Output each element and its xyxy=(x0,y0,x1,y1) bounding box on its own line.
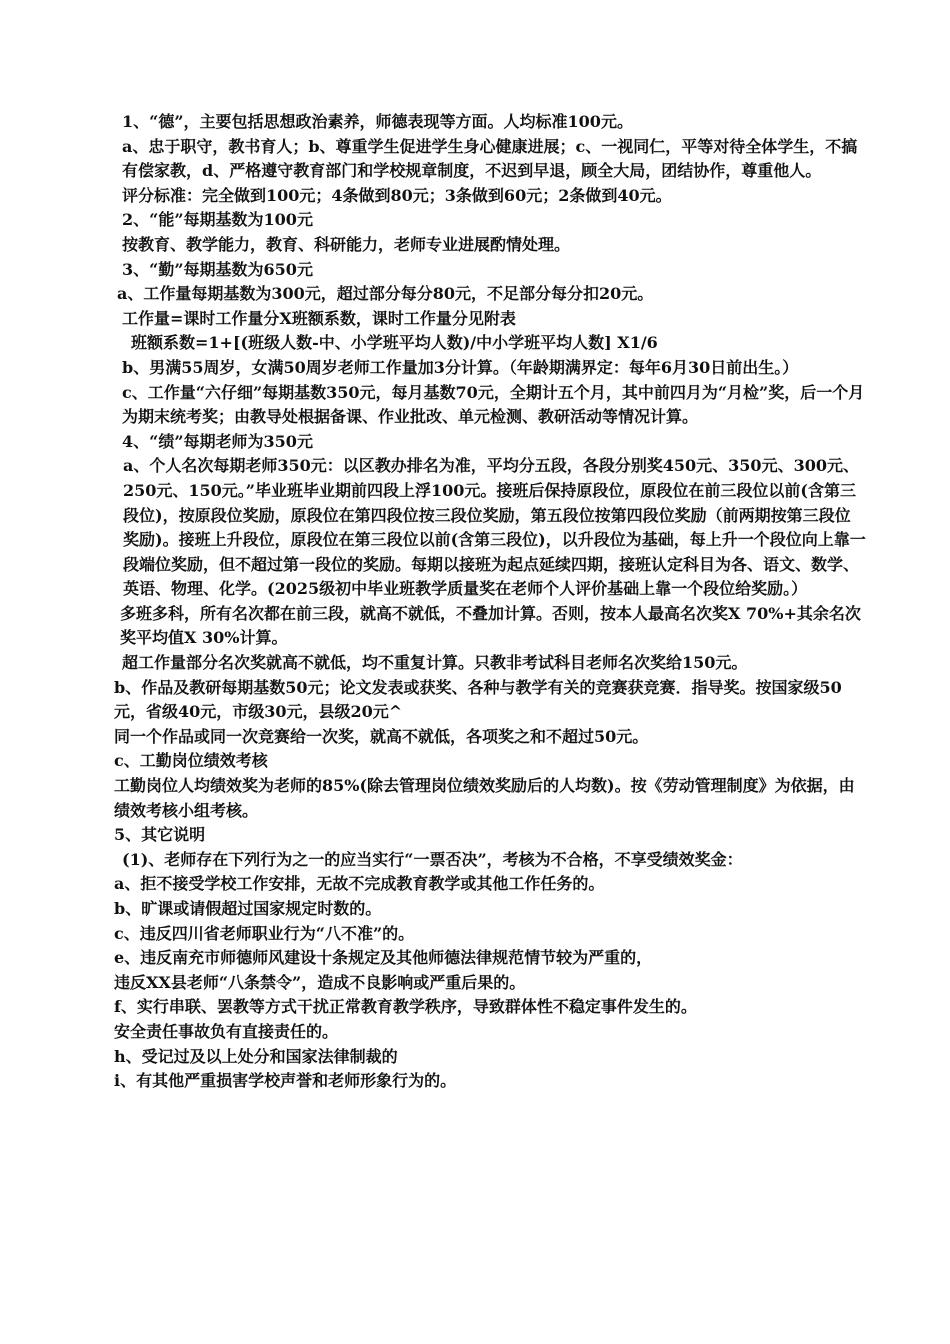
paragraph-veto-e-cont: 违反XX县老师“八条禁令”，造成不良影响或严重后果的。 xyxy=(114,972,526,992)
paragraph-logistics-body: 工勤岗位人均绩效奖为老师的85%(除去管理岗位绩效奖励后的人均数)。按《劳动管理制度》为依据，由绩效考核小组考核。 xyxy=(114,776,855,820)
paragraph-logistics-heading: c、工勤岗位绩效考核 xyxy=(114,751,268,771)
paragraph-same-work: 同一个作品或同一次竞赛给一次奖，就高不就低，各项奖之和不超过50元。 xyxy=(114,726,649,746)
paragraph-neng-body: 按教育、教学能力，教育、科研能力，老师专业进展酌情处理。 xyxy=(122,234,571,254)
paragraph-other-heading: 5、其它说明 xyxy=(114,825,206,845)
paragraph-multi-class: 多班多科，所有名次都在前三段，就高不就低，不叠加计算。否则，按本人最高名次奖X 70%+其余名次奖平均值X 30%计算。 xyxy=(120,603,861,648)
paragraph-de-scoring: 评分标准：完全做到100元；4条做到80元；3条做到60元；2条做到40元。 xyxy=(122,185,672,205)
paragraph-over-workload: 超工作量部分名次奖就高不就低，均不重复计算。只教非考试科目老师名次奖给150元。 xyxy=(122,653,748,673)
paragraph-six-checks: c、工作量“六仔细”每期基数350元，每月基数70元，全期计五个月，其中前四月为“月检”奖，后一个月为期末统考奖；由教导处根据备课、作业批改、单元检测、教研活动等情况计算。 xyxy=(122,382,865,427)
paragraph-de-heading: 1、“德”，主要包括思想政治素养，师德表现等方面。人均标准100元。 xyxy=(122,112,633,131)
paragraph-veto-h: h、受记过及以上处分和国家法律制裁的 xyxy=(114,1046,398,1066)
paragraph-veto-a: a、拒不接受学校工作安排，无故不完成教育教学或其他工作任务的。 xyxy=(114,874,605,894)
paragraph-qin-heading: 3、“勤”每期基数为650元 xyxy=(122,259,313,279)
paragraph-neng-heading: 2、“能”每期基数为100元 xyxy=(122,210,313,230)
paragraph-workload-formula: 工作量=课时工作量分X班额系数，课时工作量分见附表 xyxy=(122,308,516,328)
paragraph-veto-i: i、有其他严重损害学校声誉和老师形象行为的。 xyxy=(114,1071,457,1091)
paragraph-veto-safety: 安全责任事故负有直接责任的。 xyxy=(114,1021,339,1041)
paragraph-rank-award: a、个人名次每期老师350元：以区教办排名为准，平均分五段，各段分别奖450元、350元、300元、250元、150元。”毕业班毕业期前四段上浮100元。接班后保持原段位，原段位在前三段位以前(含第三段位)，按原段位奖励，原段位在第四段位按三段位奖励，第五段位按第四段位奖励（前两期按第三段位奖励)。接班上升段位，原段位在第三段位以前(含第三段位)，以升段位为基础，每上升一个段位向上靠一段端位奖励，但不超过第一段位的奖励。每期以接班为起点延续四期，接班认定科目为各、语文、数学、英语、物理、化学。(2025级初中毕业班教学质量奖在老师个人评价基础上靠一个段位给奖励。） xyxy=(123,456,866,599)
paragraph-veto-e: e、违反南充市师德师风建设十条规定及其他师德法律规范情节较为严重的， xyxy=(114,948,653,968)
paragraph-qin-workload: a、工作量每期基数为300元，超过部分每分80元，不足部分每分扣20元。 xyxy=(117,284,654,304)
paragraph-works-research: b、作品及教研每期基数50元；论文发表或获奖、各种与教学有关的竞赛获竞赛．指导奖。按国家级50元，省级40元，市级30元，县级20元^ xyxy=(114,677,842,722)
paragraph-de-items: a、忠于职守，教书育人；b、尊重学生促进学生身心健康进展；c、一视同仁，平等对待全体学生，不搞有偿家教，d、严格遵守教育部门和学校规章制度，不迟到早退，顾全大局，团结协作，尊重他人。 xyxy=(122,136,858,181)
paragraph-veto-f: f、实行串联、罢教等方式干扰正常教育教学秩序，导致群体性不稳定事件发生的。 xyxy=(114,997,697,1017)
paragraph-age-bonus: b、男满55周岁，女满50周岁老师工作量加3分计算。（年龄期满界定：每年6月30日前出生。） xyxy=(122,357,799,377)
paragraph-veto-c: c、违反四川省老师职业行为“八不准”的。 xyxy=(114,923,415,943)
paragraph-veto-b: b、旷课或请假超过国家规定时数的。 xyxy=(114,899,382,918)
paragraph-class-size-formula: 班额系数=1+[(班级人数-中、小学班平均人数)/中小学班平均人数] X1/6 xyxy=(131,333,658,353)
paragraph-veto-intro: (1)、老师存在下列行为之一的应当实行“一票否决”，考核为不合格，不享受绩效奖金： xyxy=(122,849,743,869)
document-body xyxy=(114,110,866,1094)
paragraph-ji-heading: 4、“绩”每期老师为350元 xyxy=(122,431,313,451)
